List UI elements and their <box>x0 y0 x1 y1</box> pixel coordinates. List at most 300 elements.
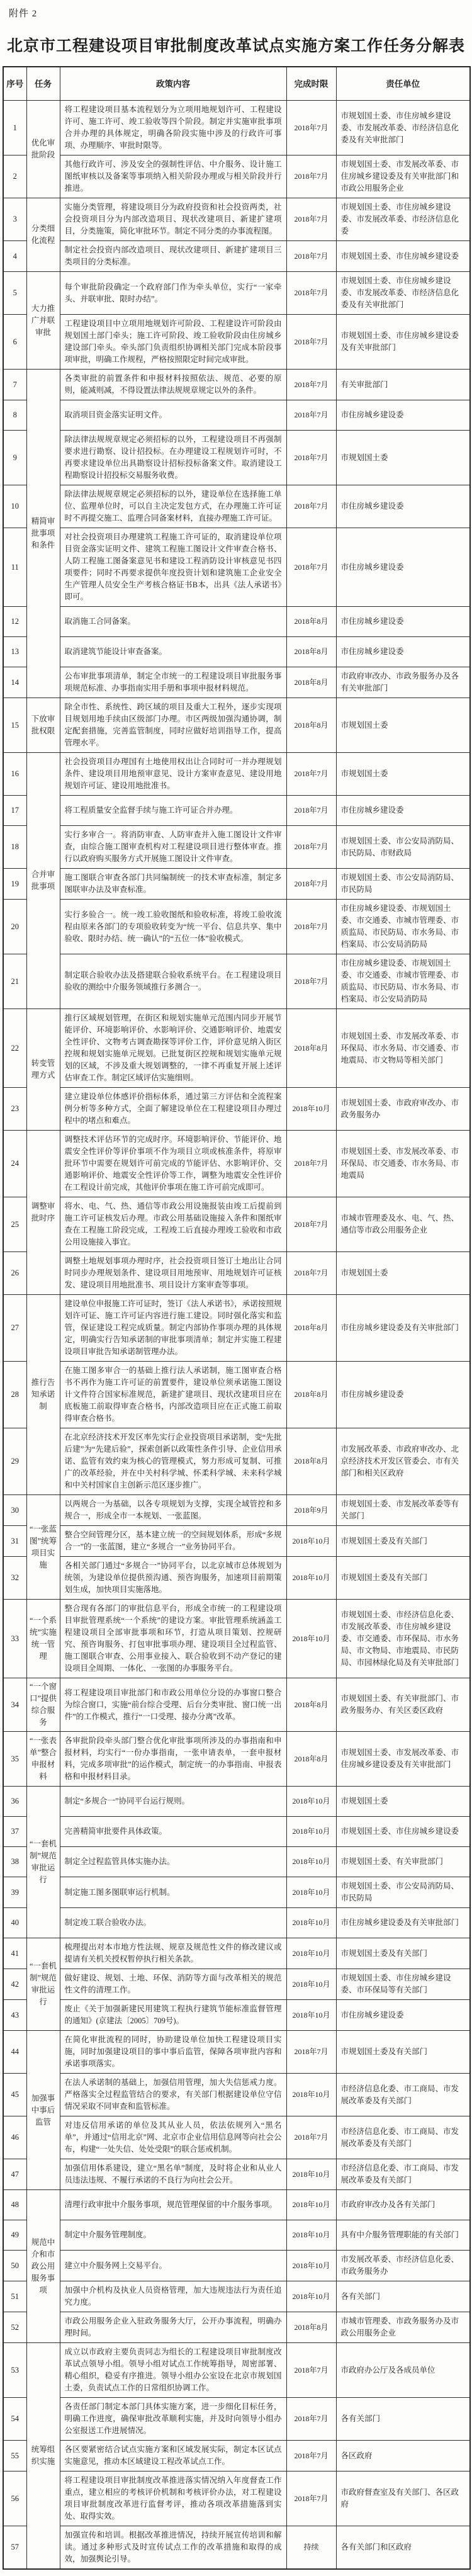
cell-deadline: 2018年8月 <box>286 637 336 667</box>
cell-deadline: 2018年8月 <box>286 1009 336 1088</box>
cell-row-number: 28 <box>3 1362 26 1428</box>
cell-policy-content: 制定全过程监管具体实施办法。 <box>60 1847 286 1877</box>
table-row <box>3 607 470 637</box>
cell-task-group: “一套机制”规范审批运行 <box>26 1938 60 2031</box>
cell-row-number: 44 <box>3 2031 26 2074</box>
cell-policy-content: 取消施工合同备案。 <box>60 607 286 637</box>
cell-policy-content: 加强信用体系建设，建立“黑名单”制度，及时将企业和从业人员违法违规、不履行承诺的不良行为向社会公开。 <box>60 2159 286 2190</box>
cell-policy-content: 调整技术评估环节的完成时序。环境影响评价、节能评价、地震安全性评价等评价事项不作为项目立项或核准条件，将原审批环节中需要在规划许可前完成的节能评估、水影响评价、交通影响评价、地震安全性评价等工作，调整为地震安全性评价在工程设计前完成，其他评价事项在施工许可前完成即可。 <box>60 1131 286 1197</box>
cell-policy-content: 将工程质量安全监督手续与施工许可证合并办理。 <box>60 796 286 826</box>
table-row <box>3 2251 470 2281</box>
cell-deadline: 2018年7月 <box>286 753 336 796</box>
cell-responsible-unit: 市住房城乡建设委、市规划国土委、市交通委、市城市管理委、市质监局、市民防局、市水务局、市档案局、市公安局消防局 <box>336 900 470 954</box>
cell-row-number: 49 <box>3 2220 26 2251</box>
cell-deadline: 2018年7月 <box>286 528 336 607</box>
cell-responsible-unit: 市规划国土委、市住房城乡建设委、市发展改革委、市经济信息化委及有关审批部门 <box>336 272 470 315</box>
cell-row-number: 9 <box>3 431 26 485</box>
cell-responsible-unit: 市城市管理委、市政务服务办及市政公用服务企业 <box>336 2312 470 2343</box>
cell-policy-content: 取消建筑节能设计审查备案。 <box>60 637 286 667</box>
cell-deadline: 2018年10月 <box>286 2159 336 2190</box>
cell-policy-content: 制定“多规合一”协同平台运行规则。 <box>60 1787 286 1817</box>
cell-row-number: 54 <box>3 2398 26 2441</box>
cell-task-group: 精简审批事项和条件 <box>26 370 60 698</box>
cell-deadline: 2018年7月 <box>286 2471 336 2526</box>
cell-row-number: 53 <box>3 2343 26 2398</box>
cell-deadline: 2018年8月 <box>286 1428 336 1495</box>
cell-policy-content: 施工图联合审查各部门共同编制统一的技术审查标准，制定多图联审办法及审查标准。 <box>60 869 286 900</box>
cell-task-group: 转变管理方式 <box>26 1009 60 1131</box>
table-row <box>3 698 470 753</box>
cell-policy-content: 以两规合一为基础，以各专项规划为支撑，实现全域管控和多规合一，形成全市一本规划、一张蓝图。 <box>60 1495 286 1526</box>
cell-deadline: 2018年10月 <box>286 2251 336 2281</box>
cell-policy-content: 废止《关于加强新建民用建筑工程执行建筑节能标准监督管理的通知》(京建法〔2005〕709号)。 <box>60 2000 286 2031</box>
cell-deadline: 2018年8月 <box>286 607 336 637</box>
cell-responsible-unit: 市规划国土委、市发展改革委、市住房城乡建设委及有关审批部门 <box>336 1732 470 1787</box>
table-row <box>3 1428 470 1495</box>
cell-task-group: “一张表单”整合申报材料 <box>26 1732 60 1787</box>
cell-deadline: 2018年8月 <box>286 1678 336 1732</box>
cell-policy-content: 社会投资项目办理国有土地使用权出让合同时可一并办理规划条件、建设项目用地预审意见、设计方案审查意见、建设用地规划许可证、建设用地批准书。 <box>60 753 286 796</box>
cell-responsible-unit: 市发展改革委、市政府审改办、北京经济技术开发区管委会、市有关部门和相关区政府 <box>336 1428 470 1495</box>
cell-deadline: 2018年7月 <box>286 826 336 869</box>
cell-responsible-unit: 市规划国土委、市住房城乡建设委、市环保局等有关部门 <box>336 1969 470 2000</box>
cell-responsible-unit: 市规划国土委、市发展改革委、市环保局、市交通委、市水务局、市地震局 <box>336 1131 470 1197</box>
table-row <box>3 753 470 796</box>
table-row <box>3 1787 470 1817</box>
cell-row-number: 35 <box>3 1732 26 1787</box>
cell-task-group: 下放审批权限 <box>26 698 60 753</box>
cell-policy-content: 除全市性、系统性、跨区域的项目及重大工程外，逐步实现项目规划用地手续由区级部门办理。市区两级加强沟通协调，制定配套措施，完善监管制度，同时应做好培训指导工作，提高管理水平。 <box>60 698 286 753</box>
cell-deadline: 2018年10月 <box>286 2281 336 2312</box>
cell-policy-content: 公布审批事项清单，制定全市统一的工程建设项目审批服务事项规范标准、办事指南实用手册和事项申报材料规范。 <box>60 667 286 698</box>
cell-policy-content: 各类审批的前置条件和申报材料按照依法、规范、必要的原则，能减则减，不得设置法律法规规章规定以外的条件。 <box>60 370 286 400</box>
cell-responsible-unit: 市规划国土委 <box>336 753 470 796</box>
cell-responsible-unit: 市规划国土委 <box>336 1252 470 1295</box>
cell-row-number: 51 <box>3 2281 26 2312</box>
table-row <box>3 2220 470 2251</box>
cell-deadline: 2018年7月 <box>286 869 336 900</box>
cell-responsible-unit: 市住房城乡建设委 <box>336 637 470 667</box>
cell-responsible-unit: 市规划国土委、市住房城乡建设委及有关审批部门 <box>336 315 470 370</box>
table-header-row <box>3 67 470 101</box>
cell-deadline: 2018年10月 <box>286 1908 336 1938</box>
table-row <box>3 400 470 431</box>
table-row <box>3 1526 470 1557</box>
cell-policy-content: 对社会投资项目办理建筑工程施工许可证的，取消建设单位项目资金落实证明文件、建筑工程施工图设计文件审查合格书、人防工程施工图备案意见书和建设工程消防设计审核意见书四项要件；同时不再要求提供年度投资计划和建筑施工企业安全生产管理人员安全生产考核合格证书B本，出具《法人承诺书》即可。 <box>60 528 286 607</box>
table-row <box>3 431 470 485</box>
cell-row-number: 39 <box>3 1877 26 1908</box>
table-row <box>3 1295 470 1362</box>
cell-row-number: 20 <box>3 900 26 954</box>
cell-task-group: 统筹组织实施 <box>26 2343 60 2570</box>
cell-row-number: 37 <box>3 1817 26 1847</box>
table-row <box>3 869 470 900</box>
table-row <box>3 1009 470 1088</box>
cell-policy-content: 整合现有各部门的审批信息平台，形成全市统一的工程建设项目审批管理系统“一个系统”的建设方案。审批管理系统涵盖工程建设项目全部审批事项和环节，打造从项目策划、控规研究、预咨询服务、打包审批事项办理、建设项目全过程监管、施工图联合审查、公用事业接入、联合验收到不动产登记的建设项目全周期、一体化、一张图的办事服务平台。 <box>60 1600 286 1678</box>
cell-responsible-unit: 市规划国土委、市公安局消防局、市民防局 <box>336 869 470 900</box>
cell-task-group: “一个窗口”提供综合服务 <box>26 1678 60 1732</box>
cell-row-number: 24 <box>3 1131 26 1197</box>
table-row <box>3 2281 470 2312</box>
cell-policy-content: 完善精简审批要件具体政策。 <box>60 1817 286 1847</box>
cell-policy-content: 各相关部门通过“多规合一”协同平台，以北京城市总体规划为统领，为建设单位提供预沟通、预咨询服务，加速项目前期策划生成，加快项目实施落地。 <box>60 1557 286 1600</box>
cell-responsible-unit: 市规划国土委、市公安局消防局、市民防局、市财政局 <box>336 826 470 869</box>
cell-responsible-unit: 市规划国土委及有关部门 <box>336 1526 470 1557</box>
cell-row-number: 8 <box>3 400 26 431</box>
cell-row-number: 43 <box>3 2000 26 2031</box>
table-row <box>3 667 470 698</box>
cell-deadline: 2018年7月 <box>286 370 336 400</box>
cell-responsible-unit: 市规划国土委、市经济信息化委、市发展改革委、市住房城乡建设委、市交通委、市环保局、市水务局、市文物局、市地震局、市民防局、市园林绿化局及有关审批部门 <box>336 1600 470 1678</box>
table-row <box>3 2190 470 2220</box>
cell-policy-content: 实行多验合一。统一竣工验收图纸和验收标准，将竣工验收流程由原来各部门的专项验收转变为“统一平台、信息共享、集中验收、限时办结、统一确认”的“五位一体”验收模式。 <box>60 900 286 954</box>
cell-deadline: 2018年8月 <box>286 2312 336 2343</box>
cell-deadline: 2018年7月 <box>286 155 336 198</box>
cell-row-number: 34 <box>3 1678 26 1732</box>
cell-deadline: 2018年10月 <box>286 2220 336 2251</box>
table-row <box>3 1969 470 2000</box>
table-row <box>3 1557 470 1600</box>
cell-deadline: 2018年10月 <box>286 1787 336 1817</box>
cell-responsible-unit: 市住房城乡建设委 <box>336 796 470 826</box>
cell-responsible-unit: 市规划国土委、市政府审改办、市政务服务办 <box>336 1088 470 1131</box>
cell-responsible-unit: 各有关部门 <box>336 2281 470 2312</box>
cell-policy-content: 实施分类管理，将建设项目分为政府投资和社会投资两类，社会投资项目分为内部改造项目、现状改建项目、新建扩建项目，分类施策，简化审批环节。制定不同分类的办事流程图。 <box>60 198 286 241</box>
cell-deadline: 2018年7月 <box>286 796 336 826</box>
header-responsible-unit: 责任单位 <box>336 67 470 101</box>
cell-deadline: 2018年7月 <box>286 2441 336 2471</box>
cell-responsible-unit: 市住房城乡建设委及有关审批部门 <box>336 1908 470 1938</box>
table-row <box>3 900 470 954</box>
cell-policy-content: 各审批阶段牵头部门整合优化审批事项所涉及的办事指南和申报材料，均实行“一份办事指南，一张申请表单，一套申报材料，完成多项审批”的运作模式，制定统一的办事指南、申报表格和申报材料目录。 <box>60 1732 286 1787</box>
cell-policy-content: 制定竣工联合验收办法。 <box>60 1908 286 1938</box>
table-row <box>3 1732 470 1787</box>
cell-row-number: 4 <box>3 241 26 272</box>
table-row <box>3 1877 470 1908</box>
header-row-number: 序号 <box>3 67 26 101</box>
task-breakdown-table <box>3 66 471 2570</box>
cell-row-number: 22 <box>3 1009 26 1088</box>
cell-deadline: 2018年10月 <box>286 1847 336 1877</box>
table-row <box>3 101 470 155</box>
cell-responsible-unit: 有关审批部门 <box>336 370 470 400</box>
table-row <box>3 1131 470 1197</box>
cell-policy-content: 加强中介机构及执业人员资格管理，加大违规违法行为责任追究力度。 <box>60 2281 286 2312</box>
cell-deadline: 2018年8月 <box>286 1362 336 1428</box>
cell-deadline: 2018年7月 <box>286 1197 336 1252</box>
header-deadline: 完成时限 <box>286 67 336 101</box>
cell-deadline: 2018年9月 <box>286 1495 336 1526</box>
cell-policy-content: 在简化审批流程的同时，协助建设单位加快工程建设项目实施，同时加强建设项目的事中事后监管，保障各项审批内容和承诺事项落实。 <box>60 2031 286 2074</box>
cell-row-number: 29 <box>3 1428 26 1495</box>
table-row <box>3 485 470 528</box>
cell-deadline: 2018年7月 <box>286 2398 336 2441</box>
cell-policy-content: 制定社会投资内部改造项目、现状改建项目、新建扩建项目三类项目的分类标准。 <box>60 241 286 272</box>
cell-row-number: 16 <box>3 753 26 796</box>
cell-task-group: 合并审批事项 <box>26 753 60 1009</box>
cell-policy-content: 各区要紧密结合试点实施方案和区域发展实际，制定本区试点实施意见，推动本区域建设工程改革试点工作。 <box>60 2441 286 2471</box>
cell-deadline: 2018年10月 <box>286 2074 336 2116</box>
cell-policy-content: 每个审批阶段确定一个政府部门作为牵头单位，实行“一家牵头、并联审批、限时办结”。 <box>60 272 286 315</box>
cell-row-number: 15 <box>3 698 26 753</box>
cell-row-number: 25 <box>3 1197 26 1252</box>
table-row <box>3 2526 470 2570</box>
cell-task-group: 优化审批阶段 <box>26 101 60 198</box>
cell-responsible-unit: 具有中介服务管理职能的有关部门 <box>336 2220 470 2251</box>
table-row <box>3 2312 470 2343</box>
table-row <box>3 2343 470 2398</box>
cell-policy-content: 将工程建设项目审批部门和市政公用单位分设的办事窗口整合为综合窗口，实施“前台综合受理、后台分类审批、窗口统一出件”的工作模式，推行“一口受理、接办分离”改革。 <box>60 1678 286 1732</box>
cell-task-group: “一个系统”实施统一管理 <box>26 1600 60 1678</box>
cell-row-number: 23 <box>3 1088 26 1131</box>
cell-policy-content: 实行多审合一。将消防审查、人防审查并入施工图设计文件审查，由综合施工图审查机构对工程建设项目进行整体审查。推行以政府购买服务方式开展施工图设计文件审查。 <box>60 826 286 869</box>
cell-row-number: 30 <box>3 1495 26 1526</box>
cell-row-number: 40 <box>3 1908 26 1938</box>
cell-row-number: 17 <box>3 796 26 826</box>
cell-row-number: 33 <box>3 1600 26 1678</box>
cell-deadline: 2018年7月 <box>286 954 336 1009</box>
cell-row-number: 7 <box>3 370 26 400</box>
table-header <box>3 67 470 101</box>
cell-row-number: 38 <box>3 1847 26 1877</box>
table-row <box>3 2441 470 2471</box>
table-row <box>3 272 470 315</box>
cell-responsible-unit: 市政府办公厅及各成员单位 <box>336 2343 470 2398</box>
cell-row-number: 45 <box>3 2074 26 2116</box>
cell-responsible-unit: 市住房城乡建设委 <box>336 607 470 637</box>
cell-row-number: 36 <box>3 1787 26 1817</box>
table-row <box>3 1847 470 1877</box>
cell-row-number: 48 <box>3 2190 26 2220</box>
cell-row-number: 47 <box>3 2159 26 2190</box>
cell-deadline: 2018年7月 <box>286 2031 336 2074</box>
cell-policy-content: 各责任部门制定本部门具体实施方案，进一步细化目标任务，明确工作进度，确保审批改革顺利实施，并及时向领导小组办公室报送工作进展情况。 <box>60 2398 286 2441</box>
table-row <box>3 155 470 198</box>
cell-deadline: 2018年7月 <box>286 315 336 370</box>
cell-deadline: 2018年7月 <box>286 272 336 315</box>
cell-row-number: 2 <box>3 155 26 198</box>
cell-deadline: 2018年7月 <box>286 2343 336 2398</box>
cell-policy-content: 将工程建设项目审批制度改革推进落实情况纳入年度督查工作重点，建立相应的考核评价机制和考核评价办法，对工程建设项目审批制度改革进行监督考评，推动各项改革措施落到实处、取得实效。 <box>60 2471 286 2526</box>
cell-deadline: 2018年8月 <box>286 1295 336 1362</box>
cell-responsible-unit: 市住房城乡建设委 <box>336 2000 470 2031</box>
cell-policy-content: 做好建设、规划、土地、环保、消防等方面与改革相关的规范性文件的清理工作。 <box>60 1969 286 2000</box>
cell-responsible-unit: 市规划国土委及有关部门 <box>336 1938 470 1969</box>
cell-policy-content: 在法人承诺制的基础上，加强信用管理，加大失信惩戒力度。严格落实全过程监管结合的要求，有关部门根据建设单位守信情况采取不同审查和监管标准。 <box>60 2074 286 2116</box>
table-row <box>3 2159 470 2190</box>
cell-row-number: 42 <box>3 1969 26 2000</box>
cell-row-number: 5 <box>3 272 26 315</box>
cell-responsible-unit: 市规划国土委及有关部门 <box>336 2031 470 2074</box>
task-table-body <box>3 101 470 2570</box>
cell-responsible-unit: 市住房城乡建设委、市规划国土委、市交通委、市城市管理委、市质监局、市民防局、市水务局、市档案局、市公安局消防局 <box>336 954 470 1009</box>
cell-deadline: 2018年10月 <box>286 2000 336 2031</box>
cell-task-group: 规范中介和市政公用服务事项 <box>26 2190 60 2343</box>
cell-deadline: 2018年10月 <box>286 1088 336 1131</box>
cell-responsible-unit: 各有关部门和区政府 <box>336 2526 470 2570</box>
cell-responsible-unit: 市住房城乡建设委及有关审批部门 <box>336 1295 470 1362</box>
table-row <box>3 2000 470 2031</box>
cell-responsible-unit: 市住房城乡建设委 <box>336 528 470 607</box>
cell-responsible-unit: 市政府督查室及有关部门、各区政府 <box>336 2471 470 2526</box>
cell-row-number: 12 <box>3 607 26 637</box>
cell-deadline: 2018年10月 <box>286 1600 336 1678</box>
cell-responsible-unit: 市政府审改办、市政务服务办及各有关审批部门 <box>336 667 470 698</box>
cell-row-number: 11 <box>3 528 26 607</box>
cell-row-number: 31 <box>3 1526 26 1557</box>
table-row <box>3 1600 470 1678</box>
header-task: 任务 <box>26 67 60 101</box>
cell-deadline: 2018年10月 <box>286 1557 336 1600</box>
table-row <box>3 2031 470 2074</box>
cell-policy-content: 加强宣传和培训。根据改革推进情况，持续开展宣传培训和解读。通过多种形式及时宣传试点工作的改革措施和取得的成效，加强舆论引导。 <box>60 2526 286 2570</box>
cell-task-group: 分类细化流程 <box>26 198 60 272</box>
cell-row-number: 46 <box>3 2116 26 2159</box>
table-row <box>3 1817 470 1847</box>
cell-responsible-unit: 市规划国土委、市住房城乡建设委、市发展改革委、市经济信息化委及有关审批部门 <box>336 101 470 155</box>
table-row <box>3 315 470 370</box>
table-row <box>3 2074 470 2116</box>
table-row <box>3 1197 470 1252</box>
cell-policy-content: 制定施工图多图联审运行机制。 <box>60 1877 286 1908</box>
cell-responsible-unit: 市经济信息化委、市工商局、市发展改革委及有关部门 <box>336 2074 470 2116</box>
cell-deadline: 2018年8月 <box>286 667 336 698</box>
table-row <box>3 954 470 1009</box>
cell-responsible-unit: 市规划国土委、市住房城乡建设委、市发展改革委、市经济信息化委 <box>336 198 470 241</box>
cell-responsible-unit: 市规划国土委、有关审批部门、市政务服务办、有关区委区政府 <box>336 1678 470 1732</box>
cell-policy-content: 市政公用服务企业入驻政务服务大厅，公开办事流程，明确办理时间。 <box>60 2312 286 2343</box>
cell-row-number: 55 <box>3 2441 26 2471</box>
table-row <box>3 241 470 272</box>
cell-row-number: 10 <box>3 485 26 528</box>
page-title: 北京市工程建设项目审批制度改革试点实施方案工作任务分解表 <box>6 37 465 55</box>
cell-responsible-unit: 市住房城乡建设委 <box>336 485 470 528</box>
cell-task-group: 大力推广并联审批 <box>26 272 60 370</box>
cell-responsible-unit: 市规划国土委、市住房城乡建设委 <box>336 1817 470 1847</box>
cell-task-group: 推行告知承诺制 <box>26 1295 60 1495</box>
table-row <box>3 370 470 400</box>
cell-responsible-unit: 市城市管理委及水、电、气、热、通信等市政公用服务企业 <box>336 1197 470 1252</box>
cell-responsible-unit: 市经济信息化委、市工商局、市发展改革委及有关部门 <box>336 2116 470 2159</box>
cell-responsible-unit: 市规划国土委、市发展改革委、市住房城乡建设委及有关审批部门和市政公用服务企业 <box>336 155 470 198</box>
cell-responsible-unit: 市规划国土委、市公安局消防局、市民防局 <box>336 1877 470 1908</box>
cell-task-group: “一张蓝图”统筹项目实施 <box>26 1495 60 1600</box>
cell-policy-content: 成立以市政府主要负责同志为组长的工程建设项目审批制度改革试点领导小组。领导小组对试点工作统筹指导，周密部署、精心组织，稳妥有序推进。领导小组办公室设在北京市规划国土委，负责试点工作的日常组织协调工作。 <box>60 2343 286 2398</box>
table-row <box>3 637 470 667</box>
cell-deadline: 2018年10月 <box>286 1526 336 1557</box>
table-row <box>3 826 470 869</box>
cell-deadline: 2018年7月 <box>286 1131 336 1197</box>
cell-responsible-unit: 市规划国土委 <box>336 698 470 753</box>
cell-row-number: 27 <box>3 1295 26 1362</box>
table-row <box>3 198 470 241</box>
cell-policy-content: 制定联合验收办法及搭建联合验收系统平台。在工程建设项目验收的测绘中介服务领域推行多测合一。 <box>60 954 286 1009</box>
cell-policy-content: 清理行政审批中介服务事项，规范管理保留的中介服务事项。 <box>60 2190 286 2220</box>
cell-responsible-unit: 各有关部门 <box>336 2398 470 2441</box>
cell-task-group: 调整审批时序 <box>26 1131 60 1295</box>
cell-row-number: 52 <box>3 2312 26 2343</box>
cell-policy-content: 其他行政许可、涉及安全的强制性评估、中介服务、设计施工图纸审核以及备案等事项纳入相关阶段办理或与相关阶段并行推进。 <box>60 155 286 198</box>
cell-policy-content: 将水、电、气、热、通信等市政公用设施报装由竣工后提前到施工许可证核发后办理。市政公用基础设施接入条件和图纸审查在工程施工阶段完成，工程竣工后直接办理竣工验收和市政公用设施接入事宜。 <box>60 1197 286 1252</box>
cell-deadline: 2018年7月 <box>286 241 336 272</box>
cell-row-number: 3 <box>3 198 26 241</box>
cell-deadline: 2018年10月 <box>286 1969 336 2000</box>
cell-policy-content: 制定中介服务管理制度。 <box>60 2220 286 2251</box>
cell-row-number: 41 <box>3 1938 26 1969</box>
cell-policy-content: 在北京经济技术开发区率先实行企业投资项目承诺制，变“先批后建”为“先建后验”，探索创新以政策性条件引导、企业信用承诺、监管有效约束为核心的管理模式，努力形成可复制、可推广的改革经验，并在中关村科学城、怀柔科学城、未来科学城和中关村国家自主创新示范区逐步推广。 <box>60 1428 286 1495</box>
cell-row-number: 50 <box>3 2251 26 2281</box>
table-row <box>3 1678 470 1732</box>
table-row <box>3 2116 470 2159</box>
cell-deadline: 2018年7月 <box>286 400 336 431</box>
cell-deadline: 2018年7月 <box>286 485 336 528</box>
table-row <box>3 1938 470 1969</box>
cell-deadline: 2018年10月 <box>286 1877 336 1908</box>
cell-deadline: 2018年7月 <box>286 431 336 485</box>
cell-responsible-unit: 市规划国土委 <box>336 1787 470 1817</box>
cell-responsible-unit: 市住房城乡建设委 <box>336 1362 470 1428</box>
cell-policy-content: 除法律法规规章规定必须招标的以外，工程建设项目不再强制要求进行勘察、设计招投标。在办理建设工程规划许可时，不再要求建设单位出具勘察设计招标投标备案文件。取消建设工程勘察设计招投标交易服务收费。 <box>60 431 286 485</box>
cell-responsible-unit: 市规划国土委 <box>336 431 470 485</box>
cell-deadline: 2018年10月 <box>286 1817 336 1847</box>
cell-policy-content: 建设单位申报施工许可证时，签订《法人承诺书》，承诺按照规划许可证、施工许可证内容进行施工建设。同时强化落实和监管，保证建设工程完成质量。制定内部协作事项办理的具体规定，明确实行告知承诺制的审批事项清单；制定并实施工程建设项目审批告知承诺制管理办法。 <box>60 1295 286 1362</box>
cell-policy-content: 除法律法规规章规定必须招标的以外，建设单位在选择施工单位、监理单位时，可以自主决定发包方式，在办理施工许可证时不再提交施工、监理合同备案材料，直接办理施工许可证。 <box>60 485 286 528</box>
cell-responsible-unit: 市规划国土委、市住房城乡建设委 <box>336 241 470 272</box>
cell-deadline: 2018年10月 <box>286 2190 336 2220</box>
cell-deadline: 2018年8月 <box>286 698 336 753</box>
cell-deadline: 2018年7月 <box>286 900 336 954</box>
attachment-label: 附件 2 <box>9 9 38 19</box>
cell-row-number: 1 <box>3 101 26 155</box>
cell-row-number: 6 <box>3 315 26 370</box>
cell-responsible-unit: 市规划国土委及有关部门 <box>336 1557 470 1600</box>
table-row <box>3 1362 470 1428</box>
cell-task-group: 加强事中事后监管 <box>26 2031 60 2190</box>
cell-row-number: 57 <box>3 2526 26 2570</box>
cell-row-number: 14 <box>3 667 26 698</box>
header-policy-content: 政策内容 <box>60 67 286 101</box>
cell-policy-content: 梳理提出对本市地方性法规、规章及规范性文件的修改建议或提请有关机关授权暂停执行相关条款。 <box>60 1938 286 1969</box>
table-row <box>3 1908 470 1938</box>
cell-deadline: 2018年10月 <box>286 1938 336 1969</box>
cell-policy-content: 建立建设单位体感评价指标体系，通过第三方评估和全流程案例分析等多种方式，全面了解建设单位在工程建设项目办理过程中的堵点和难点。 <box>60 1088 286 1131</box>
cell-policy-content: 对违反信用承诺的单位及其从业人员，依法依规列入“黑名单”，并通过“信用北京”网、北京市企业信用信息网等向社会公布，构建“一处失信、处处受限”的联合惩戒机制。 <box>60 2116 286 2159</box>
cell-responsible-unit: 市经济信息化委、市工商局、市发展改革委及有关部门 <box>336 2159 470 2190</box>
cell-policy-content: 调整土地规划事项办理时序，社会投资项目签订土地出让合同时同步办理规划条件、建设项目用地预审、用地规划许可证核发、建设项目用地批准书、项目设计方案审查等事项。 <box>60 1252 286 1295</box>
cell-deadline: 2018年7月 <box>286 198 336 241</box>
cell-responsible-unit: 市规划国土委、市发展改革委等有关部门 <box>336 1495 470 1526</box>
table-row <box>3 528 470 607</box>
cell-row-number: 18 <box>3 826 26 869</box>
cell-row-number: 21 <box>3 954 26 1009</box>
table-row <box>3 2398 470 2441</box>
cell-deadline: 2018年8月 <box>286 1732 336 1787</box>
cell-deadline: 2018年7月 <box>286 2116 336 2159</box>
cell-policy-content: 工程建设项目中立项用地规划许可阶段、工程建设许可阶段由规划国土部门牵头；施工许可阶段、竣工验收阶段由住房城乡建设部门牵头。牵头部门负责组织协调相关部门完成本阶段事项审批，明确工作规程，严格按照限定时间完成审批。 <box>60 315 286 370</box>
cell-row-number: 32 <box>3 1557 26 1600</box>
cell-policy-content: 取消项目资金落实证明文件。 <box>60 400 286 431</box>
cell-responsible-unit: 市政府审改办及各有关部门 <box>336 2190 470 2220</box>
cell-row-number: 56 <box>3 2471 26 2526</box>
cell-responsible-unit: 各区政府 <box>336 2441 470 2471</box>
cell-policy-content: 建立中介服务网上交易平台。 <box>60 2251 286 2281</box>
cell-policy-content: 推行区域规划管理，在街区和规划实施单元范围内同步开展节能评价、环境影响评价、水影响评价、交通影响评价、地震安全性评价、文物考古调查勘探等评价工作，评价意见纳入街区控规和规划实施单元规划。已批复街区控规和规划实施单元规划的区域，不涉及重大规划调整的，一律不再重复开展上述评估审查工作。制定区域评估实施细则。 <box>60 1009 286 1088</box>
table-row <box>3 796 470 826</box>
cell-row-number: 19 <box>3 869 26 900</box>
table-row <box>3 2471 470 2526</box>
cell-policy-content: 整合空间管理分区，基本建立统一的空间规划体系，形成“多规合一”的一张蓝图，建立“多规合一”业务协同平台。 <box>60 1526 286 1557</box>
cell-policy-content: 在施工图多审合一的基础上推行法人承诺制，施工图审查合格书不再作为施工许可证的前置要件，建设单位须承诺施工图设计文件符合国家标准规范，新建扩建项目、现状改建项目应在底板施工前取得审查合格书，内部改造项目应在正式施工前取得审查合格书。 <box>60 1362 286 1428</box>
